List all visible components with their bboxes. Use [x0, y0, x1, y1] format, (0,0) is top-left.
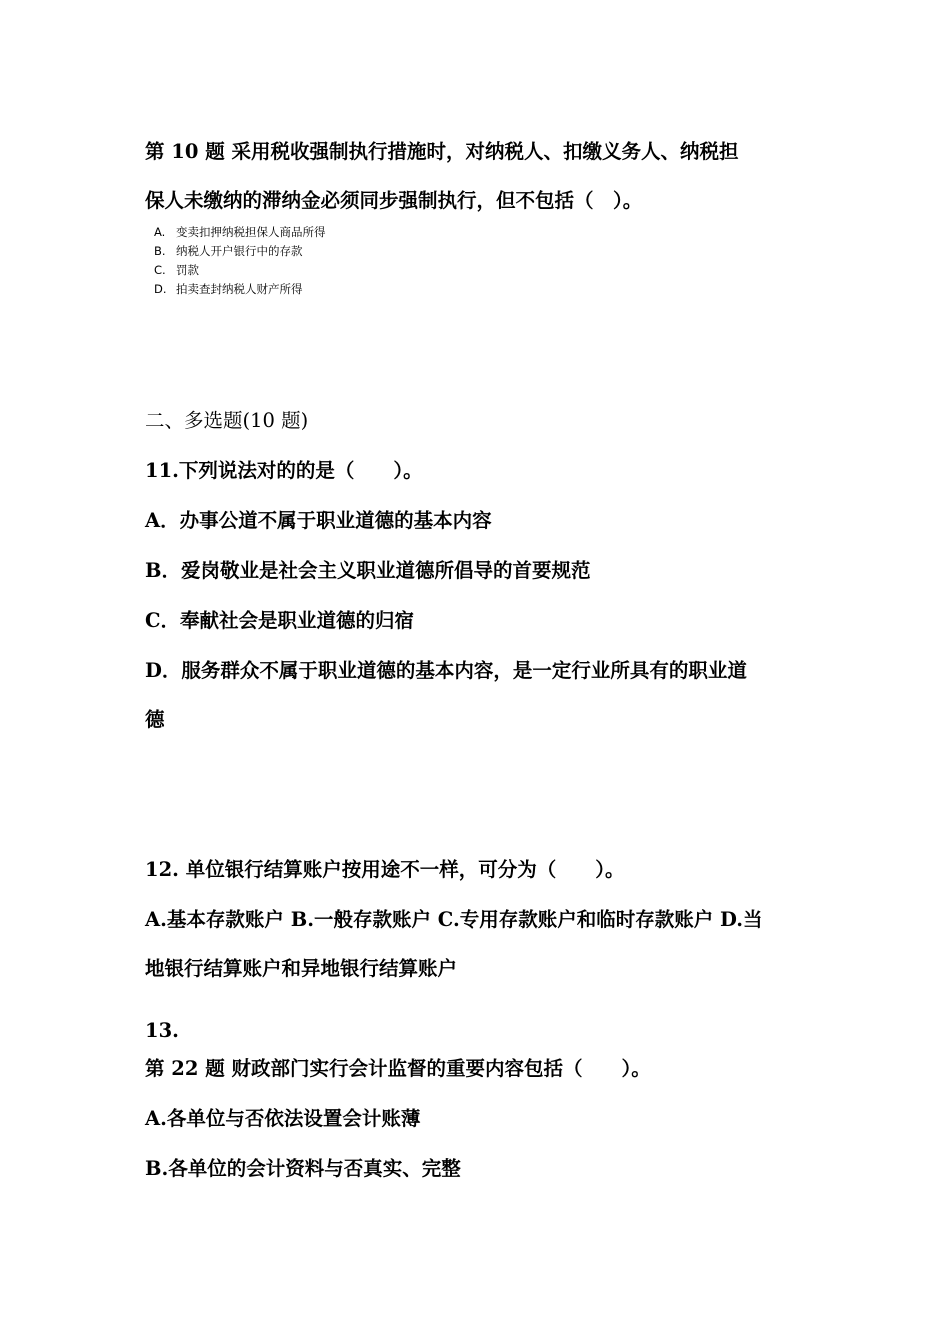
option-text: 变卖扣押纳税担保人商品所得 [176, 225, 326, 239]
q12-options-line-1: A.基本存款账户 B.一般存款账户 C.专用存款账户和临时存款账户 D.当 [145, 908, 763, 931]
q10-stem-line-2: 保人未缴纳的滞纳金必须同步强制执行，但不包括（ ）。 [145, 189, 643, 212]
q11-option-c: C．奉献社会是职业道德的归宿 [145, 609, 415, 632]
q12-stem: 12. 单位银行结算账户按用途不一样，可分为（ ）。 [145, 858, 625, 881]
q11-option-a: A．办事公道不属于职业道德的基本内容 [145, 509, 492, 532]
option-letter: B. [154, 244, 166, 258]
q10-option-b [154, 243, 303, 259]
q12-options-line-2: 地银行结算账户和异地银行结算账户 [145, 957, 458, 980]
q10-stem-line-1: 第 10 题 采用税收强制执行措施时，对纳税人、扣缴义务人、纳税担 [145, 140, 739, 163]
q11-stem: 11.下列说法对的的是（ ）。 [145, 459, 423, 482]
q13-option-b: B.各单位的会计资料与否真实、完整 [145, 1157, 461, 1180]
q11-option-d: D．服务群众不属于职业道德的基本内容，是一定行业所具有的职业道 [145, 659, 747, 682]
q13-option-a: A.各单位与否依法设置会计账薄 [145, 1107, 421, 1130]
q10-option-a [154, 224, 326, 240]
option-letter: C. [154, 263, 166, 277]
q10-option-c [154, 262, 199, 278]
q13-stem: 第 22 题 财政部门实行会计监督的重要内容包括（ ）。 [145, 1057, 651, 1080]
q13-number: 13. [145, 1019, 179, 1042]
q10-option-d [154, 281, 303, 297]
q11-option-b: B．爱岗敬业是社会主义职业道德所倡导的首要规范 [145, 559, 591, 582]
option-text: 罚款 [176, 263, 199, 277]
option-letter: A. [154, 225, 166, 239]
option-text: 纳税人开户银行中的存款 [176, 244, 303, 258]
q11-option-d-continued: 德 [145, 708, 165, 731]
section-heading: 二、多选题(10 题) [145, 409, 309, 432]
option-text: 拍卖查封纳税人财产所得 [176, 282, 303, 296]
option-letter: D. [154, 282, 167, 296]
